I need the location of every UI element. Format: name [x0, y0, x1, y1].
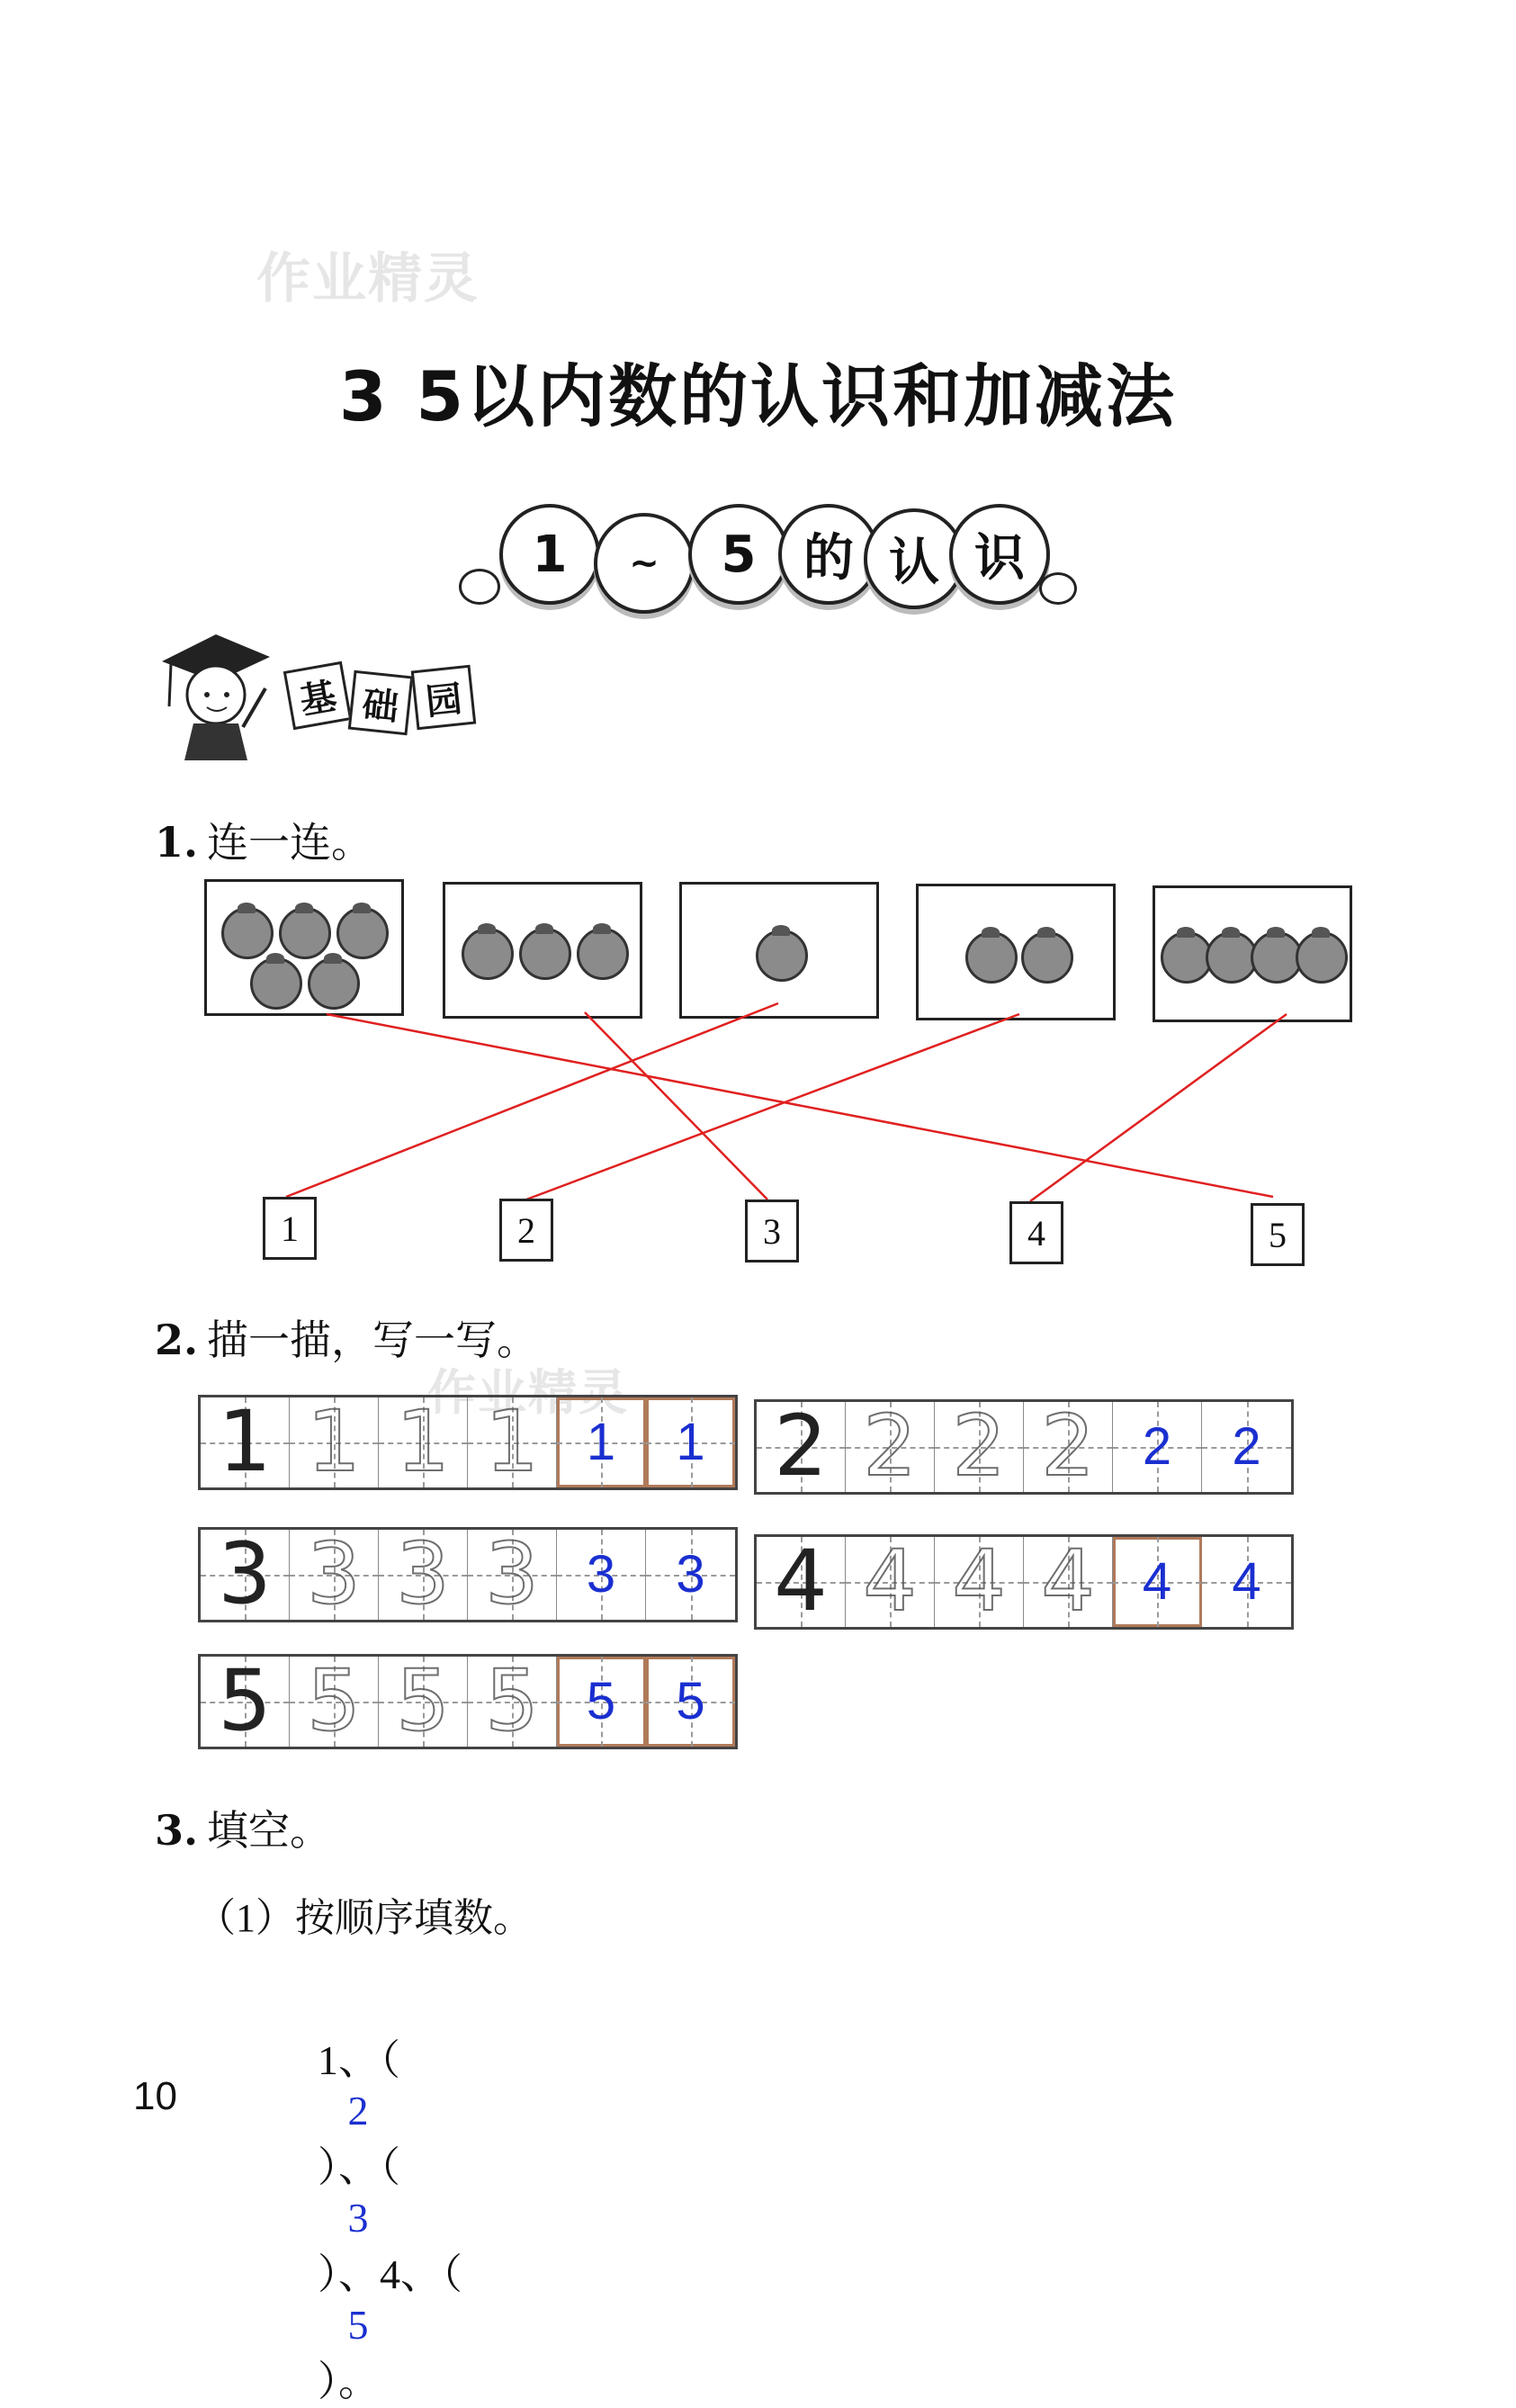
- trace-digit: 1: [307, 1393, 361, 1491]
- section-banner: [459, 486, 1071, 621]
- trace-digit: 4: [863, 1532, 917, 1631]
- written-answer: 3: [676, 1545, 705, 1604]
- tracing-row-5: [198, 1654, 738, 1749]
- q1-heading: [155, 810, 372, 869]
- sequence-text: ）、（: [318, 2144, 400, 2190]
- written-answer: 4: [1142, 1552, 1172, 1611]
- written-answer: 1: [586, 1413, 616, 1471]
- trace-digit: 1: [396, 1393, 450, 1491]
- q1-title: 连一连。: [207, 818, 373, 867]
- banner-char: 认: [864, 508, 964, 609]
- write-cell[interactable]: [646, 1530, 735, 1620]
- written-answer: 1: [676, 1413, 705, 1471]
- q2-number: 2.: [155, 1316, 199, 1364]
- model-digit: 3: [218, 1525, 272, 1623]
- watermark-middle: 作业精灵: [427, 1364, 629, 1421]
- grid-cell: [935, 1532, 1024, 1631]
- connect-line: [1030, 1014, 1287, 1201]
- tracing-row-2: [754, 1399, 1294, 1495]
- grid-cell: [201, 1652, 290, 1750]
- written-answer: 3: [586, 1545, 616, 1604]
- trace-digit: 4: [1041, 1532, 1095, 1631]
- trace-digit: 5: [307, 1652, 361, 1750]
- model-digit: 2: [774, 1397, 828, 1496]
- connect-line: [286, 1003, 778, 1197]
- q3-sub1-label: （1）按顺序填数。: [196, 1896, 533, 1940]
- trace-digit: 2: [863, 1397, 917, 1496]
- tracing-row-3: [198, 1527, 738, 1622]
- tracing-row-1: [198, 1395, 738, 1490]
- grid-cell: [290, 1652, 379, 1750]
- q2-heading: [155, 1307, 538, 1367]
- grid-cell: [379, 1393, 468, 1491]
- grid-cell: [1024, 1532, 1113, 1631]
- write-cell[interactable]: [1113, 1402, 1202, 1492]
- write-cell[interactable]: [646, 1657, 735, 1747]
- connect-line: [526, 1014, 1019, 1200]
- banner-cloud-right: [1039, 572, 1077, 605]
- grid-cell: [757, 1532, 846, 1631]
- grid-cell: [468, 1652, 557, 1750]
- written-answer: 5: [676, 1672, 705, 1730]
- sign-char: 础: [348, 670, 414, 736]
- grid-cell: [468, 1393, 557, 1491]
- answer-blank[interactable]: 3: [347, 2195, 369, 2241]
- answer-blank[interactable]: 2: [347, 2088, 369, 2134]
- answer-blank[interactable]: 5: [347, 2302, 369, 2348]
- number-box: 2: [499, 1199, 553, 1262]
- write-cell[interactable]: [557, 1530, 646, 1620]
- grid-cell: [290, 1393, 379, 1491]
- grid-cell: [468, 1525, 557, 1623]
- number-box: 1: [263, 1197, 317, 1260]
- write-cell[interactable]: [1202, 1537, 1291, 1627]
- watermark-top: 作业精灵: [256, 247, 480, 310]
- write-cell[interactable]: [557, 1397, 646, 1487]
- trace-digit: 3: [396, 1525, 450, 1623]
- number-box: 4: [1009, 1201, 1063, 1264]
- connect-line: [327, 1014, 1273, 1197]
- trace-digit: 4: [952, 1532, 1006, 1631]
- grid-cell: [846, 1397, 935, 1496]
- number-box: 5: [1251, 1203, 1305, 1266]
- sign-char: 基: [283, 661, 352, 730]
- grid-cell: [1024, 1397, 1113, 1496]
- page-number: 10: [133, 2074, 177, 2118]
- banner-cloud-left: [459, 569, 500, 605]
- grid-cell: [201, 1393, 290, 1491]
- q3-heading: [155, 1798, 331, 1857]
- model-digit: 4: [774, 1532, 828, 1631]
- banner-char: 1: [499, 504, 600, 605]
- grid-cell: [201, 1525, 290, 1623]
- q3-sub1-sequence: [297, 1980, 462, 2408]
- trace-digit: 3: [307, 1525, 361, 1623]
- grid-cell: [846, 1532, 935, 1631]
- sequence-text: ）。: [318, 2359, 380, 2404]
- q2-title: 描一描，写一写。: [207, 1316, 539, 1364]
- write-cell[interactable]: [557, 1657, 646, 1747]
- sequence-text: ）、4、（: [318, 2251, 462, 2297]
- banner-char: ~: [594, 513, 695, 614]
- write-cell[interactable]: [646, 1397, 735, 1487]
- write-cell[interactable]: [1113, 1537, 1202, 1627]
- chapter-title: 3 5以内数的认识和加减法: [338, 356, 1178, 436]
- trace-digit: 1: [485, 1393, 539, 1491]
- banner-char: 5: [688, 504, 789, 605]
- trace-digit: 2: [952, 1397, 1006, 1496]
- trace-digit: 5: [396, 1652, 450, 1750]
- q1-number: 1.: [155, 818, 199, 867]
- model-digit: 5: [218, 1652, 272, 1750]
- sign-char: 园: [411, 665, 477, 731]
- mascot: [153, 612, 495, 774]
- model-digit: 1: [218, 1393, 272, 1491]
- connect-line: [585, 1012, 767, 1200]
- trace-digit: 2: [1041, 1397, 1095, 1496]
- grid-cell: [379, 1525, 468, 1623]
- write-cell[interactable]: [1202, 1402, 1291, 1492]
- number-box: 3: [745, 1200, 799, 1262]
- banner-char: 识: [949, 504, 1050, 605]
- trace-digit: 5: [485, 1652, 539, 1750]
- written-answer: 2: [1142, 1417, 1172, 1476]
- written-answer: 4: [1232, 1552, 1261, 1611]
- tracing-row-4: [754, 1534, 1294, 1630]
- sequence-text: 1、（: [318, 2037, 400, 2083]
- banner-char: 的: [778, 504, 879, 605]
- grid-cell: [757, 1397, 846, 1496]
- grid-cell: [935, 1397, 1024, 1496]
- matching-area: [202, 877, 1372, 1273]
- trace-digit: 3: [485, 1525, 539, 1623]
- written-answer: 5: [586, 1672, 616, 1730]
- written-answer: 2: [1232, 1417, 1261, 1476]
- grid-cell: [290, 1525, 379, 1623]
- q3-number: 3.: [155, 1806, 199, 1855]
- grid-cell: [379, 1652, 468, 1750]
- q3-title: 填空。: [207, 1806, 332, 1855]
